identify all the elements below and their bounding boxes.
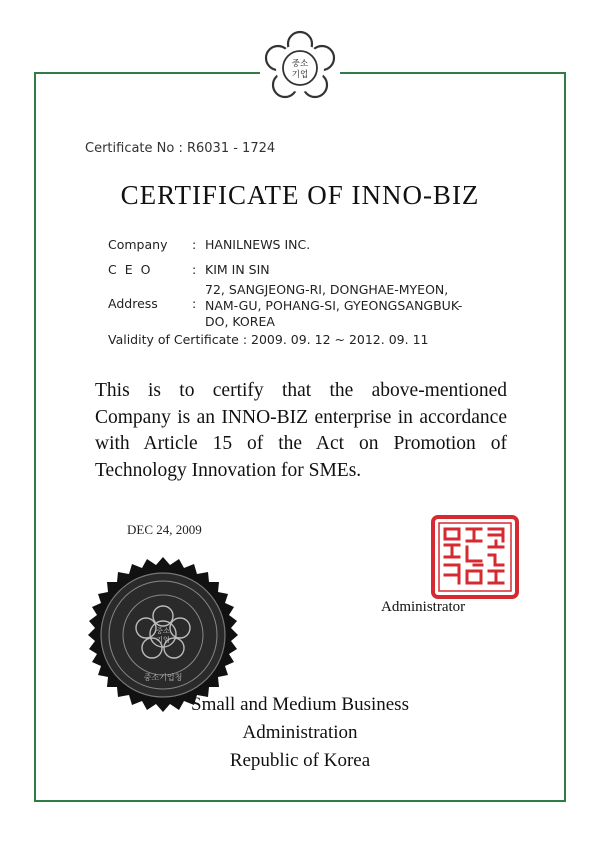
certificate-number: Certificate No : R6031 - 1724 [85, 141, 276, 156]
address-line-2: NAM-GU, POHANG-SI, GYEONGSANGBUK- [205, 298, 463, 313]
company-colon: : [192, 237, 197, 252]
validity-colon: : [242, 332, 248, 347]
issuer-line-1: Small and Medium Business [191, 694, 409, 715]
company-value: HANILNEWS INC. [205, 237, 311, 252]
issuer-line-2: Administration [242, 722, 358, 743]
seal-center-text-1: 중소 [156, 627, 170, 635]
issuer-line-3: Republic of Korea [229, 750, 371, 771]
top-flower-emblem-icon [260, 28, 340, 108]
seal-ring-text: 중소기업청 [143, 673, 183, 682]
address-line-3: DO, KOREA [205, 314, 275, 329]
validity-label: Validity of Certificate [108, 332, 239, 347]
address-colon: : [192, 296, 197, 311]
company-label: Company [108, 237, 168, 252]
validity-row [108, 332, 428, 347]
seal-center-text-2: 기업 [156, 636, 170, 644]
address-line-1: 72, SANGJEONG-RI, DONGHAE-MYEON, [205, 282, 449, 297]
issue-date: DEC 24, 2009 [127, 522, 202, 537]
certification-statement: This is to certify that the above-mentioned Company is an INNO-BIZ enterprise in accordance with Article 15 of the Act on Promotion of Technology Innovation for SMEs. [95, 380, 507, 481]
address-value [205, 282, 535, 330]
ceo-colon: : [192, 262, 197, 277]
ceo-value: KIM IN SIN [205, 262, 270, 277]
certificate-title: CERTIFICATE OF INNO-BIZ [120, 180, 480, 210]
emblem-text-1: 중소 [291, 59, 309, 69]
address-label: Address [108, 296, 158, 311]
emblem-text-2: 기업 [291, 70, 309, 80]
ceo-label: C E O [108, 262, 153, 277]
validity-value: 2009. 09. 12 ~ 2012. 09. 11 [251, 332, 429, 347]
red-official-seal-icon [431, 515, 519, 599]
administrator-label: Administrator [381, 599, 466, 615]
